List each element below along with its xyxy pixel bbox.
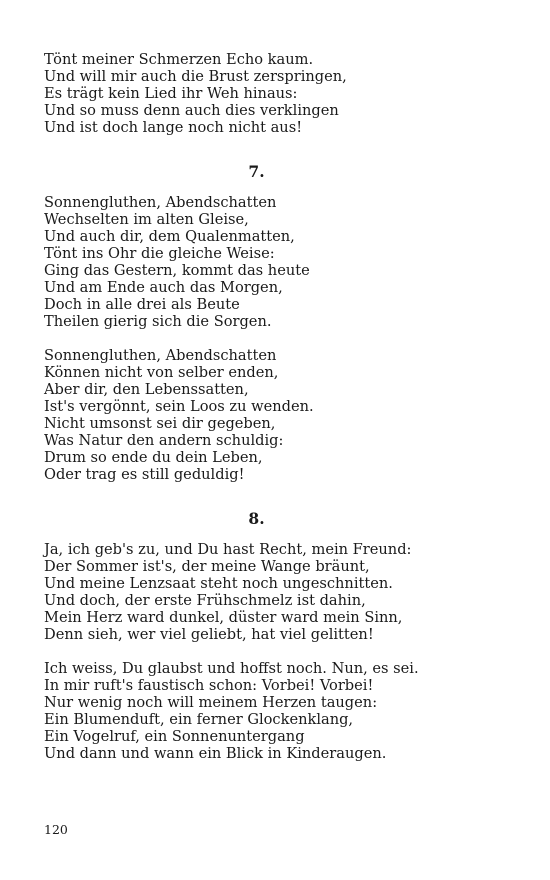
page-number: 120 <box>44 822 68 837</box>
stanza <box>44 51 514 136</box>
stanza <box>44 541 514 643</box>
verse-line: Es trägt kein Lied ihr Weh hinaus: <box>44 85 298 102</box>
verse-line: In mir ruft's faustisch schon: Vorbei! Vorbei! <box>44 677 374 694</box>
verse-line: Doch in alle drei als Beute <box>44 296 240 313</box>
verse-line: Ein Blumenduft, ein ferner Glockenklang, <box>44 711 354 728</box>
verse-line: Was Natur den andern schuldig: <box>44 432 284 449</box>
verse-line: Ist's vergönnt, sein Loos zu wenden. <box>44 398 314 415</box>
poem-8 <box>44 509 514 762</box>
poem-number: 8. <box>248 509 265 528</box>
verse-line: Und meine Lenzsaat steht noch ungeschnitten. <box>44 575 393 592</box>
verse-line: Und ist doch lange noch nicht aus! <box>44 119 303 136</box>
verse-line: Ja, ich geb's zu, und Du hast Recht, mein Freund: <box>44 541 412 558</box>
verse-line: Drum so ende du dein Leben, <box>44 449 263 466</box>
verse-line: Ging das Gestern, kommt das heute <box>44 262 310 279</box>
poem-7 <box>44 162 514 483</box>
verse-line: Mein Herz ward dunkel, düster ward mein Sinn, <box>44 609 403 626</box>
verse-line: Denn sieh, wer viel geliebt, hat viel gelitten! <box>44 626 374 643</box>
verse-line: Und so muss denn auch dies verklingen <box>44 102 339 119</box>
verse-line: Und auch dir, dem Qualenmatten, <box>44 228 295 245</box>
verse-line: Wechselten im alten Gleise, <box>44 211 249 228</box>
verse-line: Ein Vogelruf, ein Sonnenuntergang <box>44 728 305 745</box>
verse-line: Und dann und wann ein Blick in Kinderaugen. <box>44 745 387 762</box>
verse-line: Nur wenig noch will meinem Herzen taugen: <box>44 694 378 711</box>
verse-line: Tönt ins Ohr die gleiche Weise: <box>44 245 275 262</box>
verse-line: Theilen gierig sich die Sorgen. <box>44 313 272 330</box>
verse-line: Aber dir, den Lebenssatten, <box>44 381 249 398</box>
verse-line: Ich weiss, Du glaubst und hoffst noch. Nun, es sei. <box>44 660 419 677</box>
verse-line: Und will mir auch die Brust zerspringen, <box>44 68 347 85</box>
verse-line: Nicht umsonst sei dir gegeben, <box>44 415 276 432</box>
stanza <box>44 347 514 483</box>
verse-line: Sonnengluthen, Abendschatten <box>44 194 277 211</box>
poem-continuation <box>44 51 514 136</box>
verse-line: Der Sommer ist's, der meine Wange bräunt, <box>44 558 370 575</box>
verse-line: Sonnengluthen, Abendschatten <box>44 347 277 364</box>
stanza <box>44 194 514 330</box>
verse-line: Und am Ende auch das Morgen, <box>44 279 283 296</box>
poem-number: 7. <box>248 162 265 181</box>
verse-line: Tönt meiner Schmerzen Echo kaum. <box>44 51 314 68</box>
stanza <box>44 660 514 762</box>
verse-line: Können nicht von selber enden, <box>44 364 279 381</box>
verse-line: Und doch, der erste Frühschmelz ist dahin, <box>44 592 366 609</box>
poem-text <box>44 51 514 762</box>
verse-line: Oder trag es still geduldig! <box>44 466 245 483</box>
